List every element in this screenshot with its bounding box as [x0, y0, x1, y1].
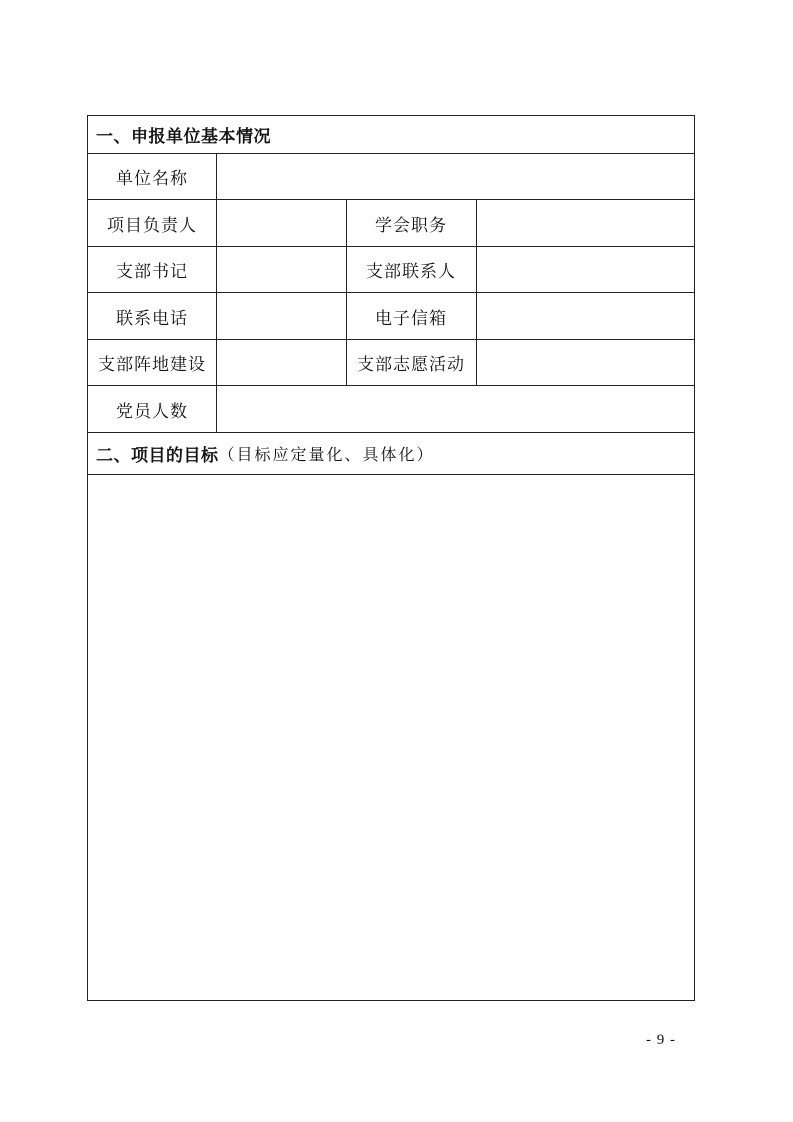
project-leader-row [88, 200, 694, 247]
branch-volunteer-field[interactable] [477, 340, 694, 385]
unit-name-field[interactable] [217, 154, 694, 199]
branch-secretary-label: 支部书记 [116, 262, 188, 282]
branch-volunteer-label: 支部志愿活动 [357, 355, 465, 375]
unit-name-row [88, 154, 694, 200]
application-form-table [87, 115, 695, 1001]
branch-base-field[interactable] [217, 340, 345, 385]
section2-header-row [88, 433, 694, 475]
branch-base-label: 支部阵地建设 [98, 355, 206, 375]
section1-header-row [88, 116, 694, 154]
phone-label: 联系电话 [116, 308, 188, 329]
phone-row [88, 293, 694, 340]
member-count-row [88, 386, 694, 433]
section1-title: 一、申报单位基本情况 [96, 127, 271, 147]
project-leader-label: 项目负责人 [107, 215, 197, 236]
project-leader-field[interactable] [217, 200, 345, 246]
section2-title-text: 二、项目的目标 [96, 446, 219, 466]
branch-contact-label: 支部联系人 [366, 262, 456, 282]
member-count-label: 党员人数 [116, 401, 188, 422]
society-position-label: 学会职务 [375, 215, 447, 236]
branch-secretary-row [88, 247, 694, 293]
member-count-field[interactable] [217, 386, 694, 432]
unit-name-label: 单位名称 [116, 169, 188, 189]
page-number: - 9 - [646, 1032, 676, 1048]
society-position-field[interactable] [477, 200, 694, 246]
branch-secretary-field[interactable] [217, 247, 345, 292]
section2-title [96, 433, 435, 474]
project-goals-field[interactable] [88, 475, 694, 1000]
email-label: 电子信箱 [375, 308, 447, 329]
section2-note: （目标应定量化、具体化） [218, 445, 435, 464]
branch-base-row [88, 340, 694, 386]
phone-field[interactable] [217, 293, 345, 339]
branch-contact-field[interactable] [477, 247, 694, 292]
email-field[interactable] [477, 293, 694, 339]
